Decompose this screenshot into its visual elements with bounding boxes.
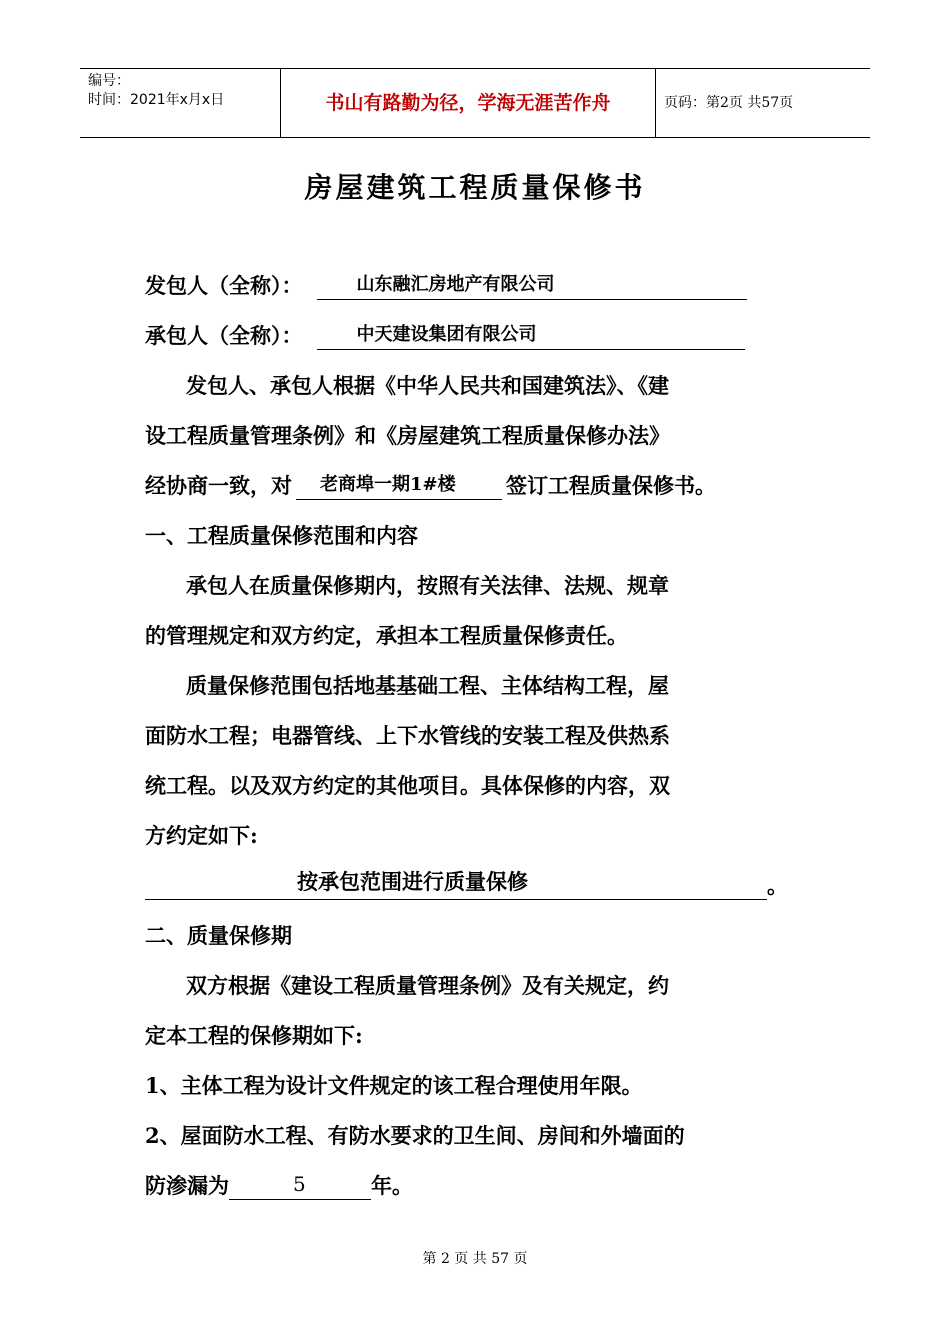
paragraph-line: 统工程。以及双方约定的其他项目。具体保修的内容，双 bbox=[145, 773, 670, 798]
employer-field bbox=[317, 273, 747, 300]
paragraph-line: 双方根据《建设工程质量管理条例》及有关规定，约 bbox=[186, 973, 669, 998]
text-segment: 。 bbox=[767, 873, 788, 898]
text-segment: 年。 bbox=[371, 1173, 413, 1198]
page-footer: 第 2 页 共 57 页 bbox=[422, 1251, 528, 1267]
employer-line bbox=[145, 270, 747, 300]
scope-line bbox=[145, 870, 788, 900]
number-label: 编号： bbox=[88, 73, 130, 89]
paragraph-line: 质量保修范围包括地基基础工程、主体结构工程，屋 bbox=[186, 673, 669, 698]
document-title: 房屋建筑工程质量保修书 bbox=[304, 171, 646, 204]
paragraph-line: 承包人在质量保修期内，按照有关法律、法规、规章 bbox=[186, 573, 669, 598]
header-page-info: 页码：第2页 共57页 bbox=[664, 95, 794, 111]
paragraph-line bbox=[145, 470, 716, 500]
list-item: 2、屋面防水工程、有防水要求的卫生间、房间和外墙面的 bbox=[145, 1123, 685, 1148]
project-field bbox=[296, 473, 502, 500]
text-segment: 签订工程质量保修书。 bbox=[506, 473, 716, 498]
header-meta bbox=[80, 69, 280, 137]
employer-label: 发包人（全称）： bbox=[145, 273, 303, 298]
page-header bbox=[80, 68, 870, 138]
list-item: 1、主体工程为设计文件规定的该工程合理使用年限。 bbox=[145, 1073, 643, 1098]
project-name: 老商埠一期1#楼 bbox=[320, 474, 456, 495]
paragraph-line: 定本工程的保修期如下: bbox=[145, 1023, 363, 1048]
contractor-value: 中天建设集团有限公司 bbox=[356, 324, 537, 345]
contractor-label: 承包人（全称）： bbox=[145, 323, 303, 348]
paragraph-line bbox=[145, 1170, 413, 1200]
paragraph-line: 的管理规定和双方约定，承担本工程质量保修责任。 bbox=[145, 623, 628, 648]
text-segment: 经协商一致，对 bbox=[145, 473, 292, 498]
header-motto: 书山有路勤为径，学海无涯苦作舟 bbox=[280, 69, 656, 137]
paragraph-line: 方约定如下: bbox=[145, 823, 258, 848]
paragraph-line: 发包人、承包人根据《中华人民共和国建筑法》、《建 bbox=[186, 373, 669, 398]
time-label: 时间：2021年x月x日 bbox=[88, 92, 225, 108]
scope-field bbox=[145, 869, 767, 900]
section-heading: 二、质量保修期 bbox=[145, 923, 292, 948]
contractor-field bbox=[317, 323, 745, 350]
contractor-line bbox=[145, 320, 745, 350]
paragraph-line: 设工程质量管理条例》和《房屋建筑工程质量保修办法》 bbox=[145, 423, 670, 448]
period-value: 5 bbox=[293, 1172, 306, 1196]
section-heading: 一、工程质量保修范围和内容 bbox=[145, 523, 418, 548]
scope-value: 按承包范围进行质量保修 bbox=[297, 869, 528, 894]
paragraph-line: 面防水工程；电器管线、上下水管线的安装工程及供热系 bbox=[145, 723, 670, 748]
text-segment: 防渗漏为 bbox=[145, 1173, 229, 1198]
employer-value: 山东融汇房地产有限公司 bbox=[356, 274, 555, 295]
period-field bbox=[229, 1173, 371, 1200]
